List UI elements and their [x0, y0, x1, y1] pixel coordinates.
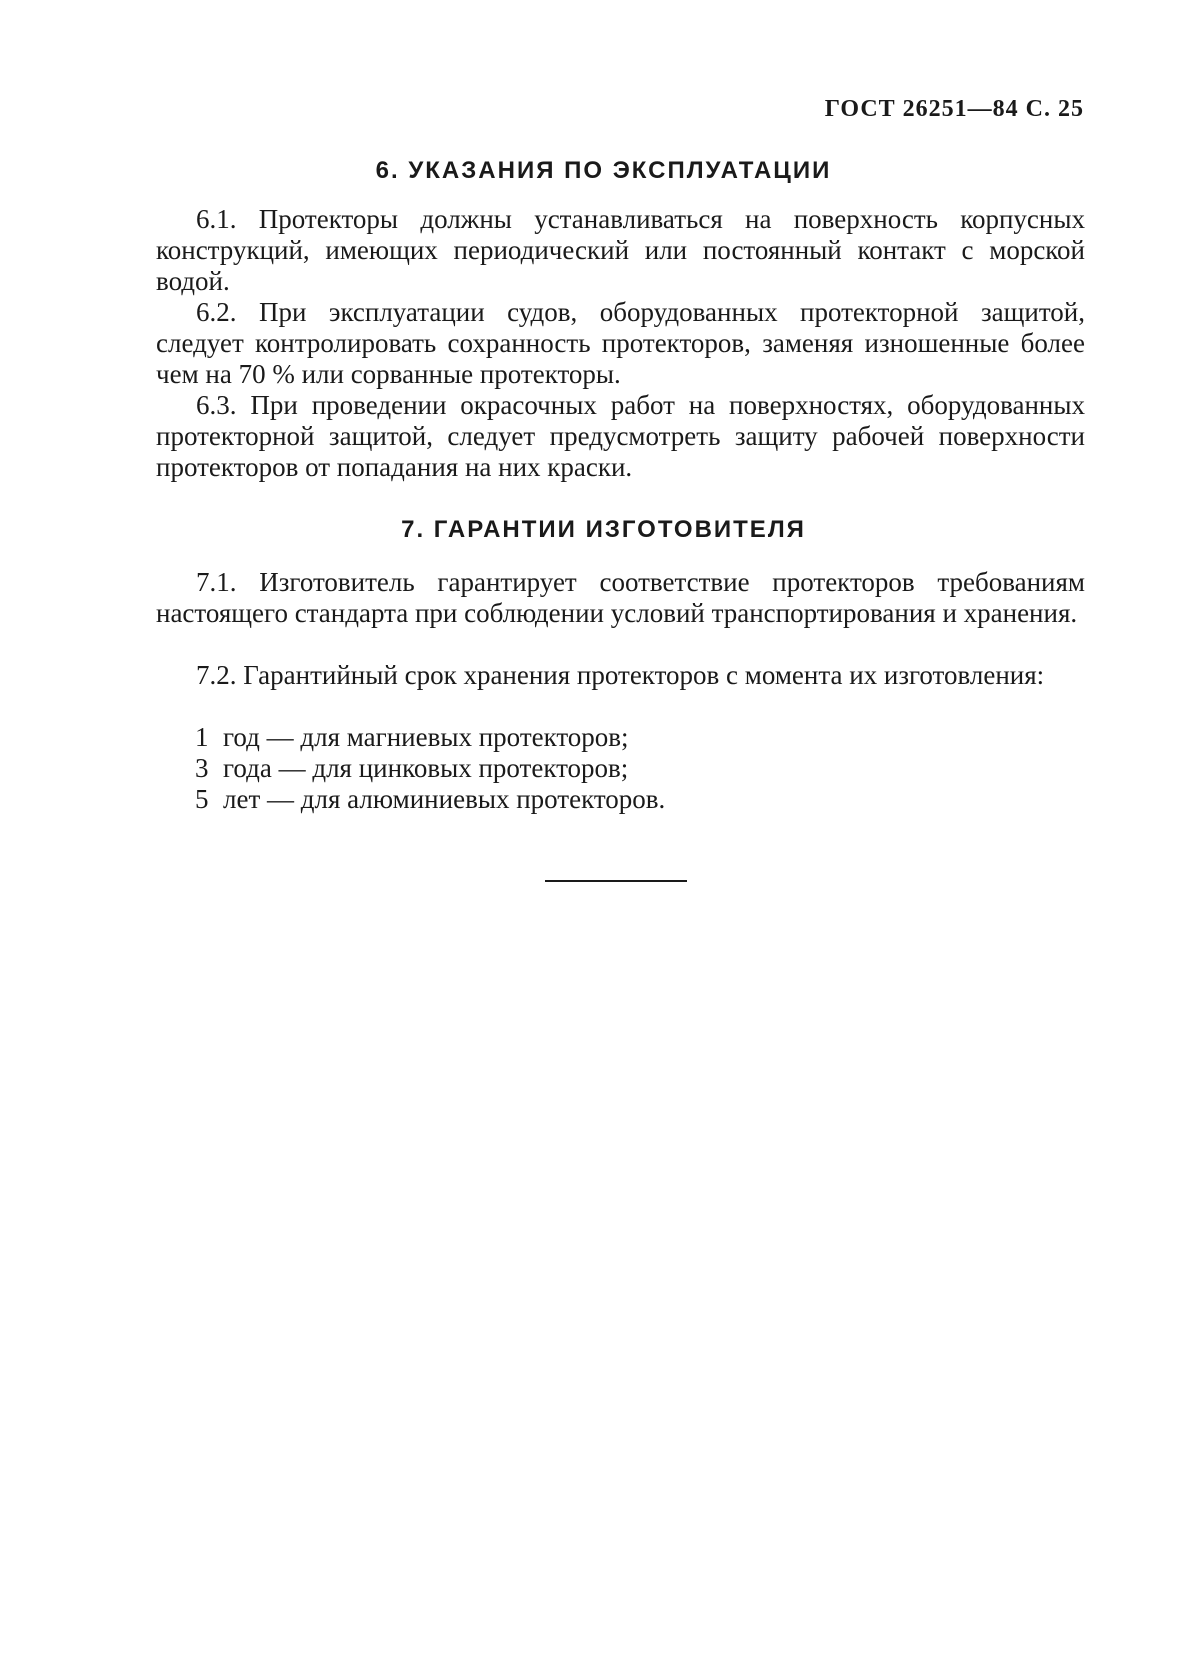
section-6-title: 6. УКАЗАНИЯ ПО ЭКСПЛУАТАЦИИ — [375, 157, 832, 184]
list-item — [195, 753, 665, 784]
warranty-list — [195, 722, 665, 815]
paragraph-6-2 — [156, 297, 1085, 390]
list-item-number: 1 — [195, 722, 209, 752]
paragraph-7-2 — [156, 660, 1085, 691]
list-item-number: 5 — [195, 784, 209, 814]
paragraph-7-1 — [156, 567, 1085, 629]
paragraph-number: 7.2. — [196, 660, 237, 690]
list-item-text: лет — для алюминиевых протекторов. — [223, 784, 666, 814]
paragraph-text: Гарантийный срок хранения протекторов с момента их изготовления: — [243, 660, 1045, 690]
paragraph-text: При проведении окрасочных работ на поверхностях, оборудованных протекторной защитой, следует предусмотреть защиту рабочей поверхности протекторов от попадания на них краски. — [156, 390, 1085, 482]
list-item — [195, 784, 665, 815]
paragraph-number: 6.3. — [196, 390, 237, 420]
end-divider — [545, 880, 687, 882]
paragraph-number: 6.1. — [196, 204, 237, 234]
paragraph-number: 7.1. — [196, 567, 237, 597]
page-header: ГОСТ 26251—84 С. 25 — [824, 96, 1084, 122]
list-item — [195, 722, 665, 753]
list-item-text: года — для цинковых протекторов; — [223, 753, 629, 783]
paragraph-6-3 — [156, 390, 1085, 483]
paragraph-text: При эксплуатации судов, оборудованных протекторной защитой, следует контролировать сохранность протекторов, заменяя изношенные более чем на 70 % или сорванные протекторы. — [156, 297, 1085, 389]
paragraph-text: Протекторы должны устанавливаться на поверхность корпусных конструкций, имеющих периодический или постоянный контакт с морской водой. — [156, 204, 1086, 296]
list-item-text: год — для магниевых протекторов; — [223, 722, 629, 752]
paragraph-number: 6.2. — [196, 297, 237, 327]
section-7-title: 7. ГАРАНТИИ ИЗГОТОВИТЕЛЯ — [401, 516, 806, 543]
paragraph-text: Изготовитель гарантирует соответствие протекторов требованиям настоящего стандарта при соблюдении условий транспортирования и хранения. — [156, 567, 1086, 628]
list-item-number: 3 — [195, 753, 209, 783]
paragraph-6-1 — [156, 204, 1085, 297]
